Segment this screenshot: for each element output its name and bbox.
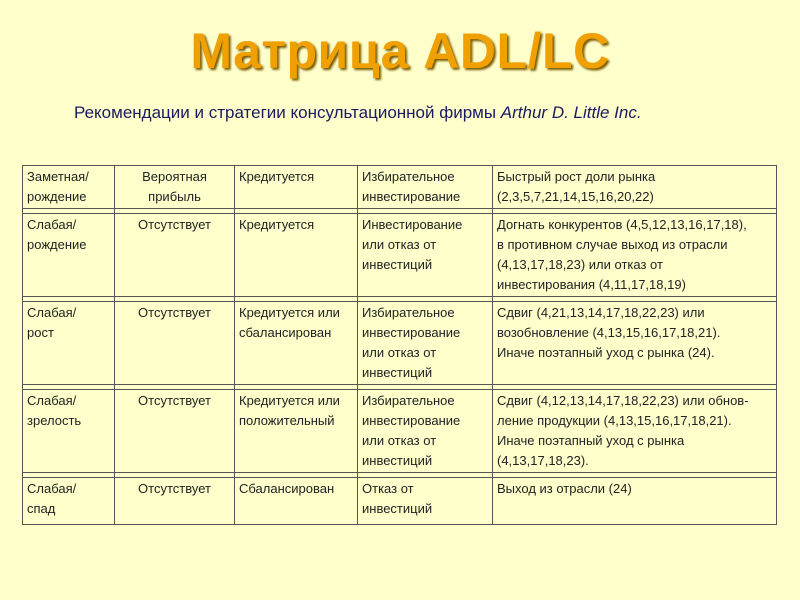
cell-profit: Отсутствует: [115, 478, 235, 525]
cell-profit: Отсутствует: [115, 302, 235, 385]
subtitle-text: Рекомендации и стратегии консультационной фирмы: [74, 103, 501, 122]
cell-investment: Избирательное инвестирование: [358, 166, 493, 209]
cell-position-stage: Заметная/ рождение: [23, 166, 115, 209]
subtitle-company: Arthur D. Little Inc.: [500, 103, 642, 122]
table-row: [23, 478, 777, 525]
cell-profit: Отсутствует: [115, 390, 235, 473]
cell-strategy: Выход из отрасли (24): [493, 478, 777, 525]
cell-investment: Отказ от инвестиций: [358, 478, 493, 525]
cell-profit: Отсутствует: [115, 214, 235, 297]
cell-financing: Сбалансирован: [235, 478, 358, 525]
cell-investment: Избирательное инвестирование или отказ от инвестиций: [358, 302, 493, 385]
cell-strategy: Сдвиг (4,12,13,14,17,18,22,23) или обнов- ление продукции (4,13,15,16,17,18,21). Иначе поэтапный уход с рынка (4,13,17,18,23).: [493, 390, 777, 473]
cell-financing: Кредитуется: [235, 166, 358, 209]
cell-position-stage: Слабая/ рост: [23, 302, 115, 385]
cell-financing: Кредитуется или положительный: [235, 390, 358, 473]
cell-strategy: Быстрый рост доли рынка (2,3,5,7,21,14,15,16,20,22): [493, 166, 777, 209]
cell-profit: Вероятная прибыль: [115, 166, 235, 209]
table-row: [23, 214, 777, 297]
cell-investment: Избирательное инвестирование или отказ от инвестиций: [358, 390, 493, 473]
cell-strategy: Сдвиг (4,21,13,14,17,18,22,23) или возобновление (4,13,15,16,17,18,21). Иначе поэтапный уход с рынка (24).: [493, 302, 777, 385]
cell-position-stage: Слабая/ рождение: [23, 214, 115, 297]
table-row: [23, 390, 777, 473]
table-body: [23, 166, 777, 525]
slide-title: Матрица ADL/LC: [190, 23, 610, 79]
table-row: [23, 166, 777, 209]
cell-position-stage: Слабая/ спад: [23, 478, 115, 525]
slide-subtitle: [74, 103, 642, 123]
adl-matrix-table: [22, 165, 777, 525]
cell-investment: Инвестирование или отказ от инвестиций: [358, 214, 493, 297]
cell-financing: Кредитуется или сбалансирован: [235, 302, 358, 385]
cell-position-stage: Слабая/ зрелость: [23, 390, 115, 473]
cell-financing: Кредитуется: [235, 214, 358, 297]
cell-strategy: Догнать конкурентов (4,5,12,13,16,17,18), в противном случае выход из отрасли (4,13,17,18,23) или отказ от инвестирования (4,11,17,18,19): [493, 214, 777, 297]
table-row: [23, 302, 777, 385]
